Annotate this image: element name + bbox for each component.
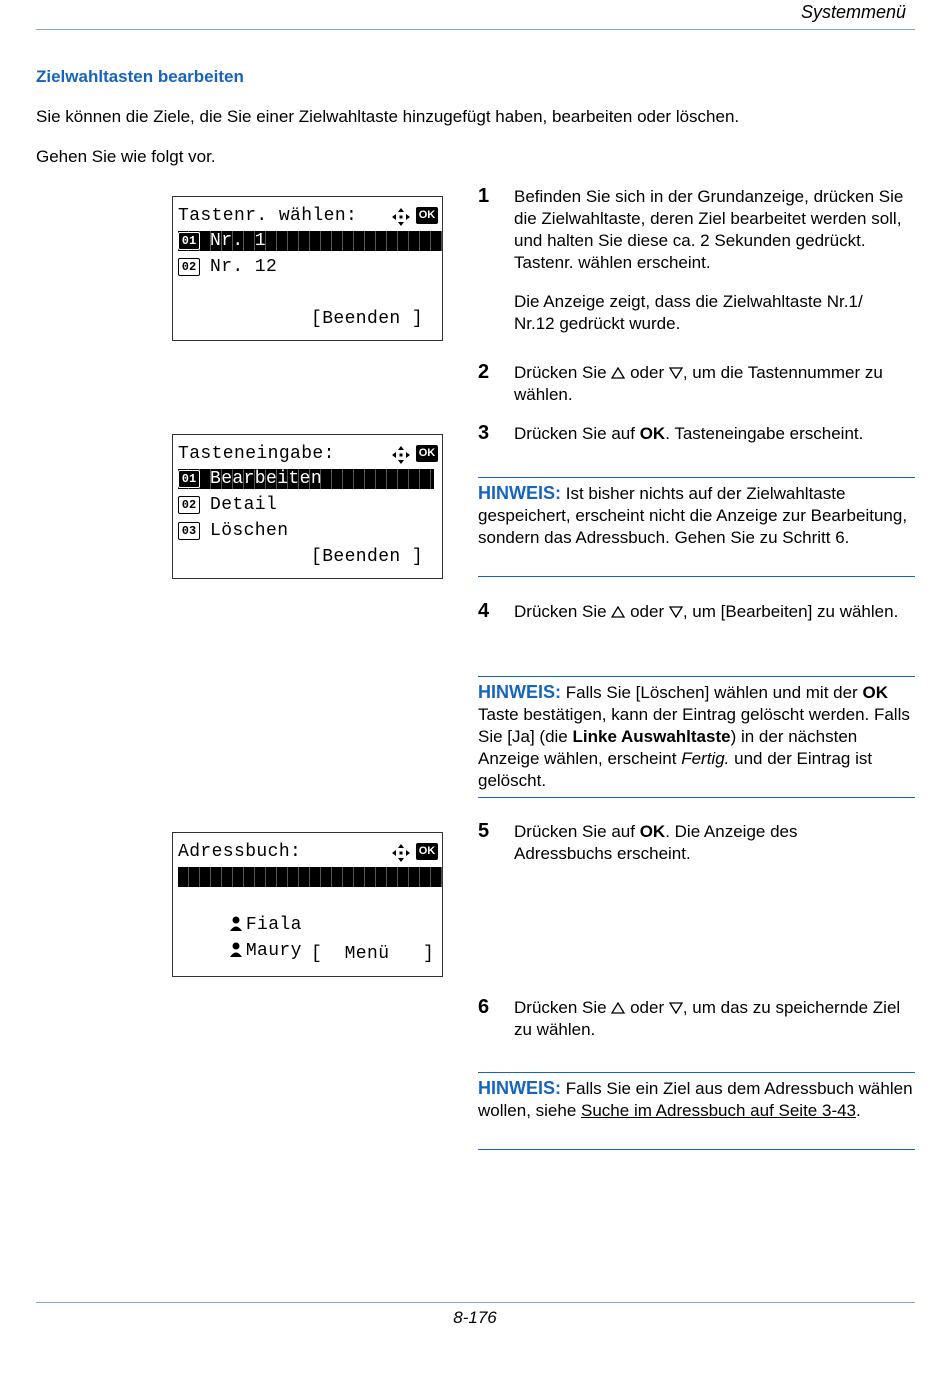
down-triangle-icon [669,367,683,379]
step-text-part: Drücken Sie [514,602,607,621]
note-label: HINWEIS: [478,483,561,503]
step-text-part: Drücken Sie [514,363,607,382]
up-triangle-icon [611,606,625,618]
step-text [514,601,914,623]
note-text: und der Eintrag ist gelöscht. [478,749,873,790]
header-rule [36,29,915,30]
step-number: 4 [478,600,490,622]
lcd-title: Tastenr. wählen: [178,206,358,226]
step-text-part: oder [630,602,665,621]
step-text [514,362,914,406]
note-text: Falls Sie [Löschen] wählen und mit der [565,683,858,702]
ok-icon: OK [416,207,438,224]
note-label: HINWEIS: [478,1078,561,1098]
item-label: Detail [210,495,278,515]
done-message: Fertig. [681,749,730,768]
step-text-part: oder [630,363,665,382]
page-number: 8-176 [453,1308,497,1327]
step-number: 1 [478,185,490,207]
note-rule-top [478,477,915,478]
note-rule-bottom [478,1149,915,1150]
item-label: Design [246,888,315,908]
step-text-part: . Tasteneingabe erscheint. [665,424,864,443]
down-triangle-icon [669,606,683,618]
list-item [178,520,288,542]
cross-arrows-icon [391,843,411,863]
step-text-part: , um die Tastennummer zu wählen. [514,363,883,404]
ok-key-label: OK [639,424,666,443]
list-item [178,494,277,516]
lcd-screen-key-input [172,434,443,579]
note-text: Taste bestätigen, kann der Eintrag gelöscht werden. Falls Sie [Ja] (die [478,705,910,746]
ok-key-label: OK [862,683,888,702]
number-badge: 02 [178,496,200,514]
note-text: Falls Sie ein Ziel aus dem Adressbuch wählen wollen, siehe [478,1079,913,1120]
note-box [478,681,915,792]
item-label: Löschen [210,521,289,541]
intro-text-2: Gehen Sie wie folgt vor. [36,147,216,166]
item-label: Maury [245,941,302,961]
step-text [514,997,914,1041]
down-triangle-icon [669,1002,683,1014]
list-item [178,230,266,252]
ok-icon: OK [416,445,438,462]
step-number: 3 [478,422,490,444]
step-number: 6 [478,996,490,1018]
cross-arrows-icon [391,207,411,227]
note-label: HINWEIS: [478,682,561,702]
step-number: 2 [478,361,490,383]
item-label: Nr. 12 [210,257,278,277]
ok-key-label: OK [639,822,666,841]
list-item [178,256,277,278]
list-item [183,892,302,935]
number-badge: 01 [178,470,200,488]
footer-rule [36,1302,915,1303]
note-box [478,1077,915,1122]
note-rule-bottom [478,797,915,798]
list-item [178,865,315,908]
step-text-part: . Die Anzeige des Adressbuchs erscheint. [514,822,798,863]
list-item [183,918,302,961]
step-text: Befinden Sie sich in der Grundanzeige, drücken Sie die Zielwahltaste, deren Ziel bearbeitet werden soll, und halten Sie diese ca. 2 Sekunden gedrückt. Tastenr. wählen erscheint. [514,187,904,272]
note-rule-top [478,1072,915,1073]
step-text-part: Drücken Sie auf [514,424,635,443]
step-number: 5 [478,820,490,842]
up-triangle-icon [611,367,625,379]
lcd-title: Tasteneingabe: [178,444,335,464]
softkey-label: [Beenden ] [311,547,424,567]
list-item [178,468,322,490]
step-text-part: , um das zu speichernde Ziel zu wählen. [514,998,901,1039]
left-select-key-label: Linke Auswahltaste [572,727,731,746]
note-text: ) in der nächsten Anzeige wählen, erscheint [478,727,858,768]
step-extra-text: Die Anzeige zeigt, dass die Zielwahltaste Nr.1/ Nr.12 gedrückt wurde. [514,292,863,333]
number-badge: 02 [178,258,200,276]
step-text-part: oder [630,998,665,1017]
note-rule-top [478,676,915,677]
section-title: Zielwahltasten bearbeiten [36,67,244,86]
up-triangle-icon [611,1002,625,1014]
person-icon [228,941,244,957]
note-box [478,482,915,549]
ok-icon: OK [416,843,438,860]
softkey-label: [ Menü ] [311,944,435,964]
step-text-part: , um [Bearbeiten] zu wählen. [682,602,899,621]
address-book-search-link[interactable]: Suche im Adressbuch auf Seite 3-43 [581,1101,857,1120]
number-badge: 03 [178,522,200,540]
intro-text: Sie können die Ziele, die Sie einer Zielwahltaste hinzugefügt haben, bearbeiten oder löschen. [36,107,740,126]
step-text-part: Drücken Sie auf [514,822,635,841]
step-text-part: Drücken Sie [514,998,607,1017]
item-label: Bearbeiten [210,469,323,489]
softkey-label: [Beenden ] [311,309,424,329]
item-label: Nr. 1 [210,231,267,251]
lcd-screen-address-book [172,832,443,977]
lcd-title: Adressbuch: [178,842,302,862]
step-text [514,423,914,445]
step-text [514,821,844,865]
header-title: Systemmenü [800,2,906,22]
lcd-screen-key-select [172,196,443,341]
number-badge: 01 [178,232,200,250]
note-text: . [856,1101,861,1120]
note-rule-bottom [478,576,915,577]
cross-arrows-icon [391,445,411,465]
note-text: Ist bisher nichts auf der Zielwahltaste gespeichert, erscheint nicht die Anzeige zur Bearbeitung, sondern das Adressbuch. Gehen Sie zu Schritt 6. [478,484,908,547]
item-label: Fiala [245,915,302,935]
